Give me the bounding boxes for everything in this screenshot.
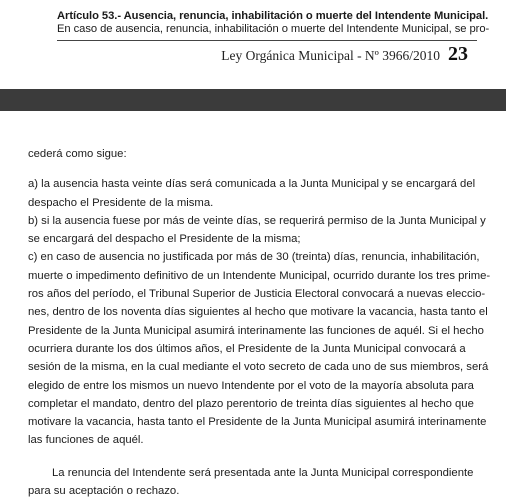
page-number: 23 [448,43,468,65]
item-c-line: ocurriera durante los dos últimos años, el Presidente de la Junta Municipal convocará a [28,342,466,355]
renuncia-paragraph [28,464,474,501]
item-a-line: a) la ausencia hasta veinte días será comunicada a la Junta Municipal y se encargará del [28,178,476,191]
item-a [28,175,476,212]
renuncia-line: para su aceptación o rechazo. [28,485,180,498]
article-first-line: En caso de ausencia, renuncia, inhabilitación o muerte del Intendente Municipal, se pro- [57,23,490,35]
item-c-line: completar el mandato, dentro del plazo perentorio de treinta días siguientes al hecho que [28,397,474,410]
item-c-line: muerte o impedimento definitivo de un Intendente Municipal, ocurrido durante los tres prime- [28,269,491,282]
running-header-title: Ley Orgánica Municipal - Nº 3966/2010 [221,48,440,63]
article-excerpt [57,10,490,36]
intro-line: cederá como sigue: [28,148,127,160]
item-b-line: b) si la ausencia fuese por más de veinte días, se requerirá permiso de la Junta Municipal y [28,214,486,227]
item-b-line: se encargará del despacho el Presidente de la misma; [28,233,301,246]
item-c-line: Presidente de la Junta Municipal asumirá interinamente las funciones de aquél. Si el hecho [28,324,484,337]
item-c-line: sesión de la misma, en la cual mediante el voto secreto de cada uno de sus miembros, será [28,361,489,374]
renuncia-line: La renuncia del Intendente será presentada ante la Junta Municipal correspondiente [52,466,474,479]
item-c-line: c) en caso de ausencia no justificada por más de 30 (treinta) días, renuncia, inhabilitación, [28,251,480,264]
item-a-line: despacho el Presidente de la misma. [28,196,214,209]
article-heading: Artículo 53.- Ausencia, renuncia, inhabilitación o muerte del Intendente Municipal. [57,10,489,22]
page-divider-band [0,89,506,111]
item-c [28,248,491,449]
item-c-line: motivare la vacancia, hasta tanto el Presidente de la Junta Municipal asumirá interinamente [28,416,487,429]
header-rule [57,40,477,41]
running-header [221,43,468,66]
item-c-line: ros años del período, el Tribunal Superior de Justicia Electoral convocará a nuevas eleccio- [28,288,486,301]
item-c-line: elegido de entre los mismos un nuevo Intendente por el voto de la mayoría absoluta para [28,379,474,392]
body-text [28,145,491,500]
item-b [28,212,486,249]
item-c-line: nes, dentro de los noventa días siguientes al hecho que motivare la vacancia, hasta tanto el [28,306,488,319]
item-c-line: las funciones de aquél. [28,434,144,447]
